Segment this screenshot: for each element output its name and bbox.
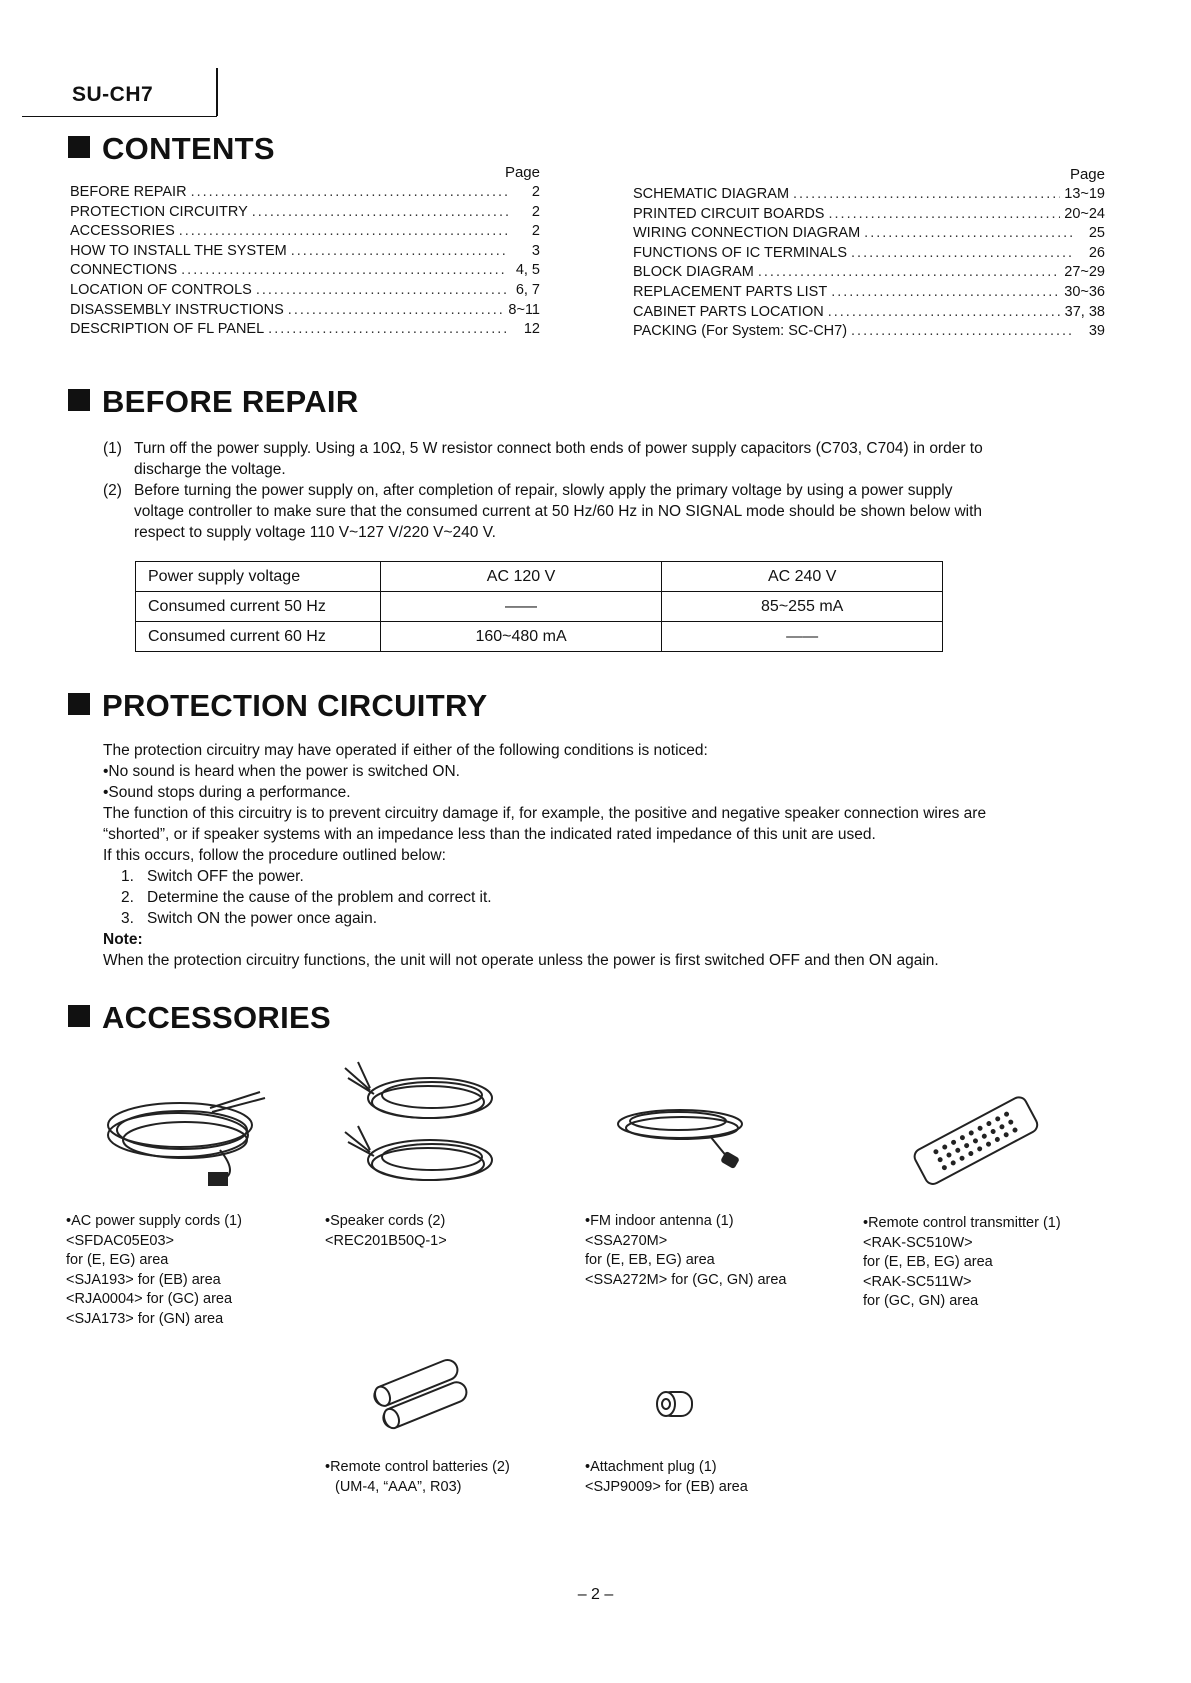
toc-entry[interactable]: PRINTED CIRCUIT BOARDS ..... 20~24 [633,205,1105,225]
toc-entry[interactable]: PROTECTION CIRCUITRY ..... 2 [70,203,540,223]
procedure-steps [103,866,1103,929]
toc-entry[interactable]: CABINET PARTS LOCATION ..... 37, 38 [633,303,1105,323]
list-item: (1) Turn off the power supply. Using a 10Ω, 5 W resistor connect both ends of power supply capacitors (C703, C704) in order to discharge the voltage. [103,440,983,478]
bullet-square-icon [68,389,90,411]
condition: •No sound is heard when the power is switched ON. [103,763,460,780]
note-text: When the protection circuitry functions, the unit will not operate unless the power is first switched OFF and then ON again. [103,952,939,969]
before-repair-steps [103,438,1103,543]
table-cell: 160~480 mA [380,622,662,652]
header-rule [22,116,217,117]
toc-entry[interactable]: CONNECTIONS ..... 4, 5 [70,261,540,281]
toc-entry[interactable]: DISASSEMBLY INSTRUCTIONS ..... 8~11 [70,301,540,321]
toc-entry[interactable]: DESCRIPTION OF FL PANEL ..... 12 [70,320,540,340]
model-number: SU-CH7 [72,83,154,106]
remote-control-icon [905,1090,1045,1190]
before-repair-heading: BEFORE REPAIR [68,384,359,420]
power-consumption-table [135,561,943,652]
fm-antenna-icon [610,1096,760,1176]
table-cell: —— [662,622,943,652]
toc-page-label: Page [1069,166,1105,183]
toc-entry[interactable]: FUNCTIONS OF IC TERMINALS ..... 26 [633,244,1105,264]
accessory-caption-batteries: •Remote control batteries (2) (UM-4, “AAA”, R03) [325,1459,510,1495]
table-row [136,592,943,622]
power-cord-icon [100,1080,275,1190]
toc-entry[interactable]: PACKING (For System: SC-CH7) ..... 39 [633,322,1105,342]
bullet-square-icon [68,1005,90,1027]
protection-text [103,740,1103,971]
speaker-cords-icon [340,1060,500,1190]
toc-page-label: Page [504,164,540,181]
list-item: (2) Before turning the power supply on, after completion of repair, slowly apply the primary voltage by using a power supply voltage controller to make sure that the consumed current at 50 Hz/60 Hz in NO SIGNAL mode should be shown below with respect to supply voltage 110 V~127 V/220 V~240 V. [103,482,983,541]
table-cell: —— [380,592,662,622]
toc-entry[interactable]: SCHEMATIC DIAGRAM ..... 13~19 [633,185,1105,205]
table-cell: AC 240 V [662,562,943,592]
list-item: 1. Switch OFF the power. [121,868,304,885]
toc-entry[interactable]: BEFORE REPAIR ..... 2 [70,183,540,203]
batteries-icon [365,1355,480,1435]
page-number: – 2 – [577,1586,614,1603]
condition: •Sound stops during a performance. [103,784,351,801]
toc-entry[interactable]: ACCESSORIES ..... 2 [70,222,540,242]
toc-entry[interactable]: WIRING CONNECTION DIAGRAM ..... 25 [633,224,1105,244]
paragraph: The function of this circuitry is to prevent circuitry damage if, for example, the positive and negative speaker connection wires are “shorted”, or if speaker systems with an impedance less than the indicated rated impedance of this unit are used. [103,805,987,843]
header-rule-vertical [216,68,218,116]
paragraph: The protection circuitry may have operated if either of the following conditions is noticed: [103,742,708,759]
accessory-caption-fm-antenna: •FM indoor antenna (1) <SSA270M> for (E, EB, EG) area <SSA272M> for (GC, GN) area [585,1213,787,1288]
accessories-heading: ACCESSORIES [68,1000,331,1036]
accessory-caption-power-cord: •AC power supply cords (1) <SFDAC05E03> for (E, EG) area <SJA193> for (EB) area <RJA0004> for (GC) area <SJA173> for (GN) area [66,1213,242,1327]
table-cell: AC 120 V [380,562,662,592]
toc-entry[interactable]: REPLACEMENT PARTS LIST ..... 30~36 [633,283,1105,303]
paragraph: If this occurs, follow the procedure outlined below: [103,847,446,864]
accessory-caption-speaker-cords: •Speaker cords (2) <REC201B50Q-1> [325,1213,447,1249]
protection-circuitry-heading: PROTECTION CIRCUITRY [68,688,487,724]
table-row [136,562,943,592]
list-item: 3. Switch ON the power once again. [121,910,378,927]
toc-right-column [633,165,1105,342]
table-row [136,622,943,652]
toc-entry[interactable]: HOW TO INSTALL THE SYSTEM ..... 3 [70,242,540,262]
note-label: Note: [103,931,143,948]
bullet-square-icon [68,693,90,715]
table-cell: Consumed current 50 Hz [136,592,381,622]
table-cell: Power supply voltage [136,562,381,592]
accessory-caption-remote: •Remote control transmitter (1) <RAK-SC510W> for (E, EB, EG) area <RAK-SC511W> for (GC, GN) area [863,1215,1061,1309]
list-item: 2. Determine the cause of the problem and correct it. [121,889,492,906]
table-cell: Consumed current 60 Hz [136,622,381,652]
toc-left-column [70,163,540,340]
accessory-caption-attachment-plug: •Attachment plug (1) <SJP9009> for (EB) area [585,1459,748,1495]
attachment-plug-icon [652,1388,698,1420]
contents-heading: CONTENTS [68,131,275,167]
toc-entry[interactable]: LOCATION OF CONTROLS ..... 6, 7 [70,281,540,301]
table-cell: 85~255 mA [662,592,943,622]
bullet-square-icon [68,136,90,158]
toc-entry[interactable]: BLOCK DIAGRAM ..... 27~29 [633,263,1105,283]
